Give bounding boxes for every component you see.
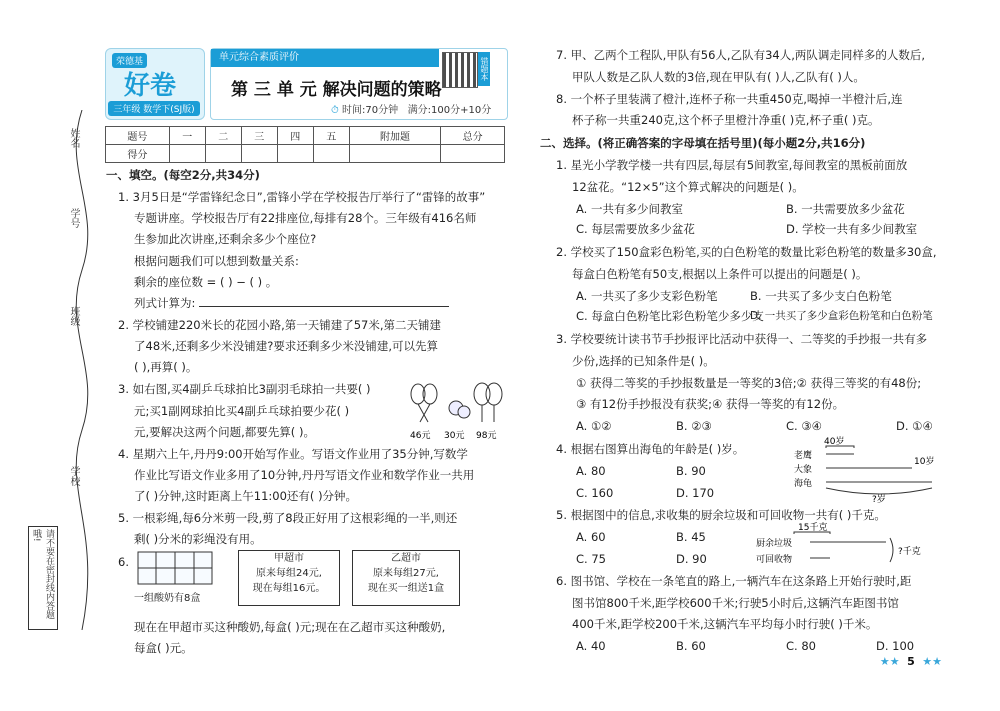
score-input[interactable]	[205, 145, 241, 163]
q5-blank-line[interactable]: 剩( )分米的彩绳没有用。	[134, 532, 262, 546]
racket-figure	[404, 382, 504, 444]
brand-block	[105, 48, 205, 120]
table-cell: 题号	[106, 127, 170, 145]
diagram-label: 10岁	[914, 457, 935, 467]
c3-line2[interactable]: 少份,选择的已知条件是( )。	[572, 354, 715, 368]
c5-option-c[interactable]: C. 75	[576, 552, 606, 566]
market-b-line2: 现在买一组送1盒	[367, 583, 445, 594]
name-label: 姓名	[68, 128, 79, 148]
c1-option-c[interactable]: C. 每层需要放多少盆花	[576, 222, 695, 236]
price-label: 98元	[476, 431, 497, 441]
table-cell: 得分	[106, 145, 170, 163]
price-label: 46元	[410, 431, 431, 441]
c6-option-c[interactable]: C. 80	[786, 639, 816, 653]
qr-code-icon[interactable]	[442, 52, 478, 88]
q6-number: 6.	[118, 555, 129, 569]
c2-option-a[interactable]: A. 一共买了多少支彩色粉笔	[576, 289, 718, 303]
c2-option-b[interactable]: B. 一共买了多少支白色粉笔	[750, 289, 892, 303]
c4-option-a[interactable]: A. 80	[576, 464, 606, 478]
page-title: 第 三 单 元 解决问题的策略	[231, 80, 442, 100]
page-number: 5	[907, 655, 915, 668]
c6-option-a[interactable]: A. 40	[576, 639, 606, 653]
c3-line1: 3. 学校要统计读书节手抄报评比活动中获得一、二等奖的手抄报一共有多	[556, 332, 928, 346]
q6-caption: 一组酸奶有8盒	[134, 593, 201, 604]
q1-line2: 专题讲座。学校报告厅有22排座位,每排有28个。三年级有416名师	[134, 211, 477, 225]
market-a-card	[238, 550, 340, 606]
score-input[interactable]	[313, 145, 349, 163]
c4-option-d[interactable]: D. 170	[676, 486, 715, 500]
c1-option-a[interactable]: A. 一共有多少间教室	[576, 202, 683, 216]
table-cell: 三	[241, 127, 277, 145]
table-row	[106, 145, 505, 163]
c1-line2[interactable]: 12盆花。“12×5”这个算式解决的问题是( )。	[572, 180, 804, 194]
diagram-label: 大象	[794, 465, 813, 475]
c3-option-c[interactable]: C. ③④	[786, 419, 822, 433]
c6-line1: 6. 图书馆、学校在一条笔直的路上,一辆汽车在这条路上开始行驶时,距	[556, 574, 912, 588]
class-label: 班级	[68, 306, 79, 326]
score-input[interactable]	[277, 145, 313, 163]
score-label: 满分:100分+10分	[407, 105, 492, 116]
shuttlecock-icon	[449, 401, 470, 418]
c4-option-b[interactable]: B. 90	[676, 464, 706, 478]
q1-line1: 1. 3月5日是“学雷锋纪念日”,雷锋小学在学校报告厅举行了“雷锋的故事”	[118, 190, 486, 204]
q4-blank-line[interactable]: 了( )分钟,这时距离上午11:00还有( )分钟。	[134, 489, 358, 503]
tennis-racket-icon	[474, 383, 502, 422]
score-table	[105, 126, 505, 163]
c2-line1: 2. 学校买了150盒彩色粉笔,买的白色粉笔的数量比彩色粉笔的数量多30盒,	[556, 245, 937, 259]
table-cell: 总分	[441, 127, 505, 145]
q2-line1: 2. 学校铺建220米长的花园小路,第一天铺建了57米,第二天铺建	[118, 318, 442, 332]
table-cell: 附加题	[349, 127, 440, 145]
score-input[interactable]	[169, 145, 205, 163]
market-b-line1: 原来每组27元,	[373, 568, 439, 579]
c3-option-b[interactable]: B. ②③	[676, 419, 712, 433]
q1-line4: 根据问题我们可以想到数量关系:	[134, 254, 299, 268]
diagram-label: 老鹰	[794, 451, 813, 461]
table-cell: 二	[205, 127, 241, 145]
q8-blank-line[interactable]: 杯子称一共重240克,这个杯子里橙汁净重( )克,杯子重( )克。	[572, 113, 880, 127]
c6-option-b[interactable]: B. 60	[676, 639, 706, 653]
c2-option-c[interactable]: C. 每盒白色粉笔比彩色粉笔少多少支	[576, 309, 764, 323]
market-a-line2: 现在每组16元。	[252, 583, 326, 594]
publisher-label: 荣德基	[112, 53, 147, 68]
table-cell: 一	[169, 127, 205, 145]
school-label: 学校	[68, 466, 79, 486]
star-icon: ★★	[879, 655, 900, 668]
q1-line6	[134, 296, 449, 310]
q2-line2: 了48米,还剩多少米没铺建?要求还剩多少米没铺建,可以先算	[134, 339, 439, 353]
yogurt-pack-icon	[136, 548, 216, 588]
q8-line1: 8. 一个杯子里装满了橙汁,连杯子称一共重450克,喝掉一半橙汁后,连	[556, 92, 903, 106]
c6-option-d[interactable]: D. 100	[876, 639, 915, 653]
market-a-title: 甲超市	[274, 553, 304, 564]
c3-option-d[interactable]: D. ①④	[896, 419, 933, 433]
c2-option-d[interactable]: D. 一共买了多少盒彩色粉笔和白色粉笔	[750, 310, 933, 322]
diagram-label: 可回收物	[756, 555, 793, 565]
market-b-title: 乙超市	[391, 553, 421, 564]
q4-line1: 4. 星期六上午,丹丹9:00开始写作业。写语文作业用了35分钟,写数学	[118, 447, 468, 461]
q1-line3: 生参加此次讲座,还剩余多少个座位?	[134, 232, 317, 246]
logo: 好卷	[124, 71, 177, 101]
waste-diagram	[754, 520, 934, 570]
c5-option-d[interactable]: D. 90	[676, 552, 707, 566]
diagram-label: 海龟	[794, 479, 813, 489]
c3-option-a[interactable]: A. ①②	[576, 419, 612, 433]
grade-label: 三年级 数学下(SJ版)	[108, 101, 200, 116]
id-label: 学号	[68, 208, 79, 228]
table-cell: 四	[277, 127, 313, 145]
exam-meta	[331, 101, 491, 116]
q7-blank-line[interactable]: 甲队人数是乙队人数的3倍,现在甲队有( )人,乙队有( )人。	[572, 70, 865, 84]
age-diagram	[792, 434, 942, 504]
c2-line2[interactable]: 每盒白色粉笔有50支,根据以上条件可以提出的问题是( )。	[572, 267, 868, 281]
page-footer	[880, 655, 942, 668]
c5-option-b[interactable]: B. 45	[676, 530, 706, 544]
c1-option-d[interactable]: D. 学校一共有多少间教室	[786, 222, 918, 236]
score-input[interactable]	[349, 145, 440, 163]
diagram-label: ?千克	[898, 547, 921, 557]
clock-icon: ⏱	[331, 105, 339, 116]
q5-line1: 5. 一根彩绳,每6分米剪一段,剪了8段正好用了这根彩绳的一半,则还	[118, 511, 458, 525]
c4-option-c[interactable]: C. 160	[576, 486, 614, 500]
score-input[interactable]	[241, 145, 277, 163]
score-input[interactable]	[441, 145, 505, 163]
diagram-label: ?岁	[872, 495, 886, 504]
q1-answer-line[interactable]	[199, 296, 449, 307]
c3-condition1: ① 获得二等奖的手抄报数量是一等奖的3倍;② 获得三等奖的有48份;	[576, 376, 922, 390]
q6-blank-line2[interactable]: 每盒( )元。	[134, 641, 193, 655]
c6-line3[interactable]: 400千米,距学校200千米,这辆汽车平均每小时行驶( )千米。	[572, 617, 878, 631]
c3-condition2: ③ 有12份手抄报没有获奖;④ 获得一等奖的有12份。	[576, 397, 845, 411]
q6-blank-line1[interactable]: 现在在甲超市买这种酸奶,每盒( )元;现在在乙超市买这种酸奶,	[134, 620, 446, 634]
q1-calc-label: 列式计算为:	[134, 296, 196, 310]
section-choice: 二、选择。(将正确答案的字母填在括号里)(每小题2分,共16分)	[540, 136, 866, 150]
q3-line3: 元,要解决这两个问题,都要先算( )。	[134, 425, 315, 439]
star-icon: ★★	[922, 655, 942, 668]
q3-line1: 3. 如右图,买4副乒乓球拍比3副羽毛球拍一共要( )	[118, 382, 371, 396]
c6-line2: 图书馆800千米,距学校600千米;行驶5小时后,这辆汽车距图书馆	[572, 596, 899, 610]
market-a-line1: 原来每组24元,	[256, 568, 322, 579]
c1-line1: 1. 星光小学教学楼一共有四层,每层有5间教室,每间教室的黑板前面放	[556, 158, 908, 172]
diagram-label: 15千克	[798, 523, 828, 533]
badminton-racket-icon	[411, 384, 437, 422]
diagram-label: 40岁	[824, 437, 845, 447]
c5-option-a[interactable]: A. 60	[576, 530, 606, 544]
category-banner: 单元综合素质评价	[211, 49, 439, 67]
table-row	[106, 127, 505, 145]
q4-line2: 作业比写语文作业多用了10分钟,丹丹写语文作业和数学作业一共用	[134, 468, 475, 482]
q2-blank-line[interactable]: ( ),再算( )。	[134, 360, 198, 374]
diagram-label: 厨余垃圾	[756, 539, 793, 549]
market-b-card	[352, 550, 460, 606]
seal-notice: 请不要在密封线内答题哦!	[28, 526, 58, 630]
seal-margin	[22, 110, 102, 630]
q7-line1: 7. 甲、乙两个工程队,甲队有56人,乙队有34人,两队调走同样多的人数后,	[556, 48, 926, 62]
c4-question[interactable]: 4. 根据右图算出海龟的年龄是( )岁。	[556, 442, 745, 456]
q3-line2: 元;买1副网球拍比买4副乒乓球拍要少花( )	[134, 404, 350, 418]
price-label: 30元	[444, 431, 465, 441]
table-cell: 五	[313, 127, 349, 145]
q1-blank-relation[interactable]: 剩余的座位数 = ( ) − ( ) 。	[134, 275, 278, 289]
c5-question[interactable]: 5. 根据图中的信息,求收集的厨余垃圾和可回收物一共有( )千克。	[556, 508, 886, 522]
time-label: 时间:70分钟	[342, 105, 399, 116]
section-fill-blank: 一、填空。(每空2分,共34分)	[106, 168, 260, 182]
qr-label: 错题本	[478, 52, 490, 86]
c1-option-b[interactable]: B. 一共需要放多少盆花	[786, 202, 905, 216]
